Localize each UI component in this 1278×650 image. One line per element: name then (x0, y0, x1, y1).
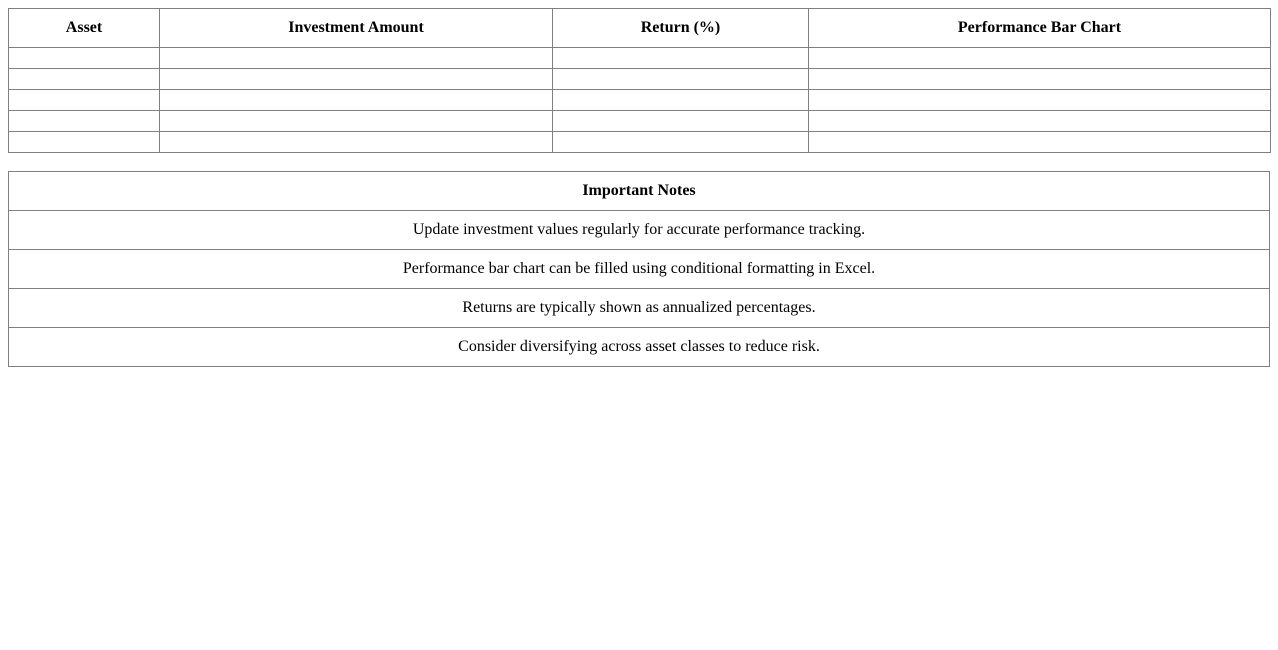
table-row (9, 90, 1271, 111)
investment-amount-cell[interactable] (160, 48, 553, 69)
notes-table (8, 171, 1270, 367)
list-item (9, 328, 1270, 367)
return-cell[interactable] (553, 132, 809, 153)
note-text: Consider diversifying across asset classes to reduce risk. (9, 328, 1270, 367)
return-cell[interactable] (553, 48, 809, 69)
performance-bar-cell[interactable] (809, 111, 1271, 132)
asset-cell[interactable] (9, 111, 160, 132)
header-return: Return (%) (553, 9, 809, 48)
return-cell[interactable] (553, 69, 809, 90)
investment-amount-cell[interactable] (160, 90, 553, 111)
note-text: Returns are typically shown as annualized percentages. (9, 289, 1270, 328)
document (8, 8, 1270, 367)
investment-amount-cell[interactable] (160, 132, 553, 153)
investment-header-row (9, 9, 1271, 48)
header-performance-bar-chart: Performance Bar Chart (809, 9, 1271, 48)
performance-bar-cell[interactable] (809, 90, 1271, 111)
note-text: Update investment values regularly for accurate performance tracking. (9, 211, 1270, 250)
header-investment-amount: Investment Amount (160, 9, 553, 48)
table-row (9, 111, 1271, 132)
investment-amount-cell[interactable] (160, 111, 553, 132)
table-row (9, 132, 1271, 153)
notes-header-row (9, 172, 1270, 211)
investment-table (8, 8, 1271, 153)
asset-cell[interactable] (9, 132, 160, 153)
return-cell[interactable] (553, 90, 809, 111)
list-item (9, 250, 1270, 289)
table-row (9, 48, 1271, 69)
asset-cell[interactable] (9, 48, 160, 69)
investment-amount-cell[interactable] (160, 69, 553, 90)
performance-bar-cell[interactable] (809, 132, 1271, 153)
list-item (9, 289, 1270, 328)
notes-title: Important Notes (9, 172, 1270, 211)
asset-cell[interactable] (9, 90, 160, 111)
note-text: Performance bar chart can be filled using conditional formatting in Excel. (9, 250, 1270, 289)
table-row (9, 69, 1271, 90)
list-item (9, 211, 1270, 250)
return-cell[interactable] (553, 111, 809, 132)
performance-bar-cell[interactable] (809, 69, 1271, 90)
asset-cell[interactable] (9, 69, 160, 90)
header-asset: Asset (9, 9, 160, 48)
performance-bar-cell[interactable] (809, 48, 1271, 69)
